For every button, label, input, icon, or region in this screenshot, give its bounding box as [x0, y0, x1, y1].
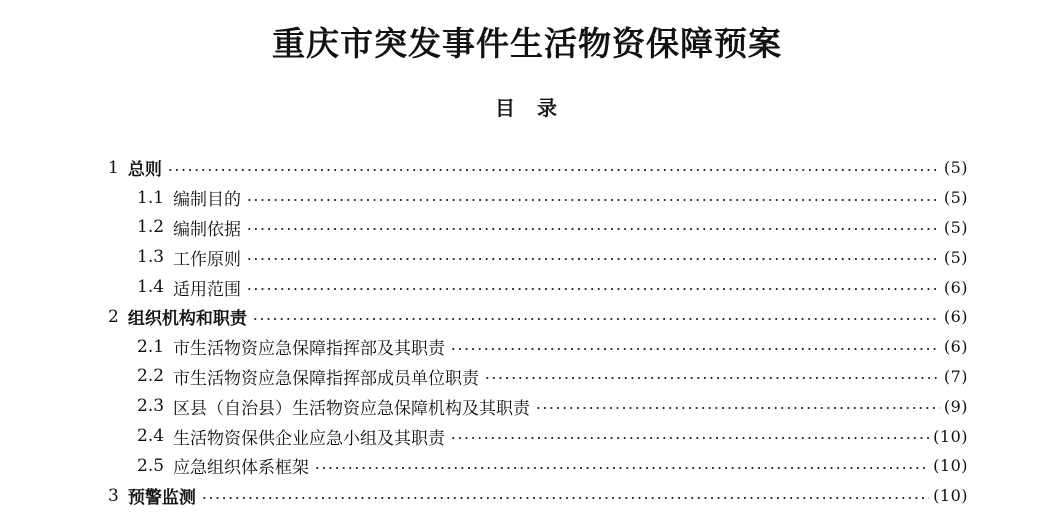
dot-leader [450, 348, 940, 350]
dot-leader [167, 169, 940, 171]
toc-heading-right: 录 [537, 96, 559, 120]
toc-entry-1-3[interactable] [0, 242, 1054, 272]
toc-entry-number: 2.3 [137, 396, 165, 417]
toc-entry-title: 预警监测 [127, 488, 196, 509]
toc-entry-2-2[interactable] [0, 362, 1054, 392]
toc-entry-title: 市生活物资应急保障指挥部及其职责 [173, 339, 446, 360]
toc-entry-page: (6) [943, 277, 968, 297]
document-title: 重庆市突发事件生活物资保障预案 [272, 24, 782, 63]
toc-entry-page: (6) [943, 337, 968, 357]
toc-entry-1-2[interactable] [0, 213, 1054, 243]
toc-entry-number: 3 [108, 485, 119, 506]
toc-entry-2-1[interactable] [0, 332, 1054, 362]
toc-entry-2-4[interactable] [0, 421, 1054, 451]
dot-leader [314, 467, 929, 469]
dot-leader [246, 228, 940, 230]
toc-entry-2-5[interactable] [0, 451, 1054, 481]
toc-entry-title: 编制目的 [173, 190, 242, 211]
toc-entry-1[interactable] [0, 153, 1054, 183]
toc-entry-page: (7) [943, 366, 968, 386]
toc-entry-number: 2 [108, 306, 119, 327]
toc-heading-left: 目 [495, 96, 517, 120]
dot-leader [246, 288, 940, 290]
toc-entry-number: 1.4 [137, 277, 165, 298]
dot-leader [201, 497, 929, 499]
dot-leader [450, 437, 929, 439]
toc-entry-number: 1 [108, 157, 119, 178]
toc-heading [0, 94, 1054, 122]
toc-entry-1-4[interactable] [0, 272, 1054, 302]
toc-entry-number: 1.3 [137, 247, 165, 268]
toc-entry-title: 生活物资保供企业应急小组及其职责 [173, 428, 446, 449]
toc-entry-number: 2.2 [137, 366, 165, 387]
toc-entry-2-3[interactable] [0, 391, 1054, 421]
toc-entry-page: (5) [943, 247, 968, 267]
toc-entry-number: 1.2 [137, 217, 165, 238]
toc-entry-number: 2.1 [137, 336, 165, 357]
toc-entry-number: 2.4 [137, 426, 165, 447]
toc-entry-title: 总则 [127, 160, 162, 181]
dot-leader [484, 377, 940, 379]
toc-entry-number: 1.1 [137, 187, 165, 208]
toc-entry-page: (6) [943, 307, 968, 327]
toc-entry-title: 工作原则 [173, 249, 242, 270]
toc-entry-1-1[interactable] [0, 183, 1054, 213]
toc-entry-number: 2.5 [137, 455, 165, 476]
dot-leader [246, 258, 940, 260]
toc-entry-title: 组织机构和职责 [127, 309, 247, 330]
dot-leader [535, 407, 940, 409]
table-of-contents [0, 153, 1054, 511]
toc-entry-page: (9) [943, 396, 968, 416]
toc-entry-page: (10) [933, 456, 968, 476]
toc-entry-title: 适用范围 [173, 279, 242, 300]
toc-entry-title: 市生活物资应急保障指挥部成员单位职责 [173, 368, 480, 389]
toc-entry-page: (5) [943, 188, 968, 208]
toc-entry-2[interactable] [0, 302, 1054, 332]
toc-entry-title: 应急组织体系框架 [173, 458, 310, 479]
dot-leader [246, 199, 940, 201]
toc-entry-page: (10) [933, 486, 968, 506]
toc-entry-page: (5) [943, 158, 968, 178]
toc-entry-title: 区县（自治县）生活物资应急保障机构及其职责 [173, 398, 531, 419]
toc-entry-title: 编制依据 [173, 219, 242, 240]
toc-entry-page: (5) [943, 217, 968, 237]
toc-entry-page: (10) [933, 426, 968, 446]
toc-entry-3[interactable] [0, 481, 1054, 511]
dot-leader [252, 318, 940, 320]
